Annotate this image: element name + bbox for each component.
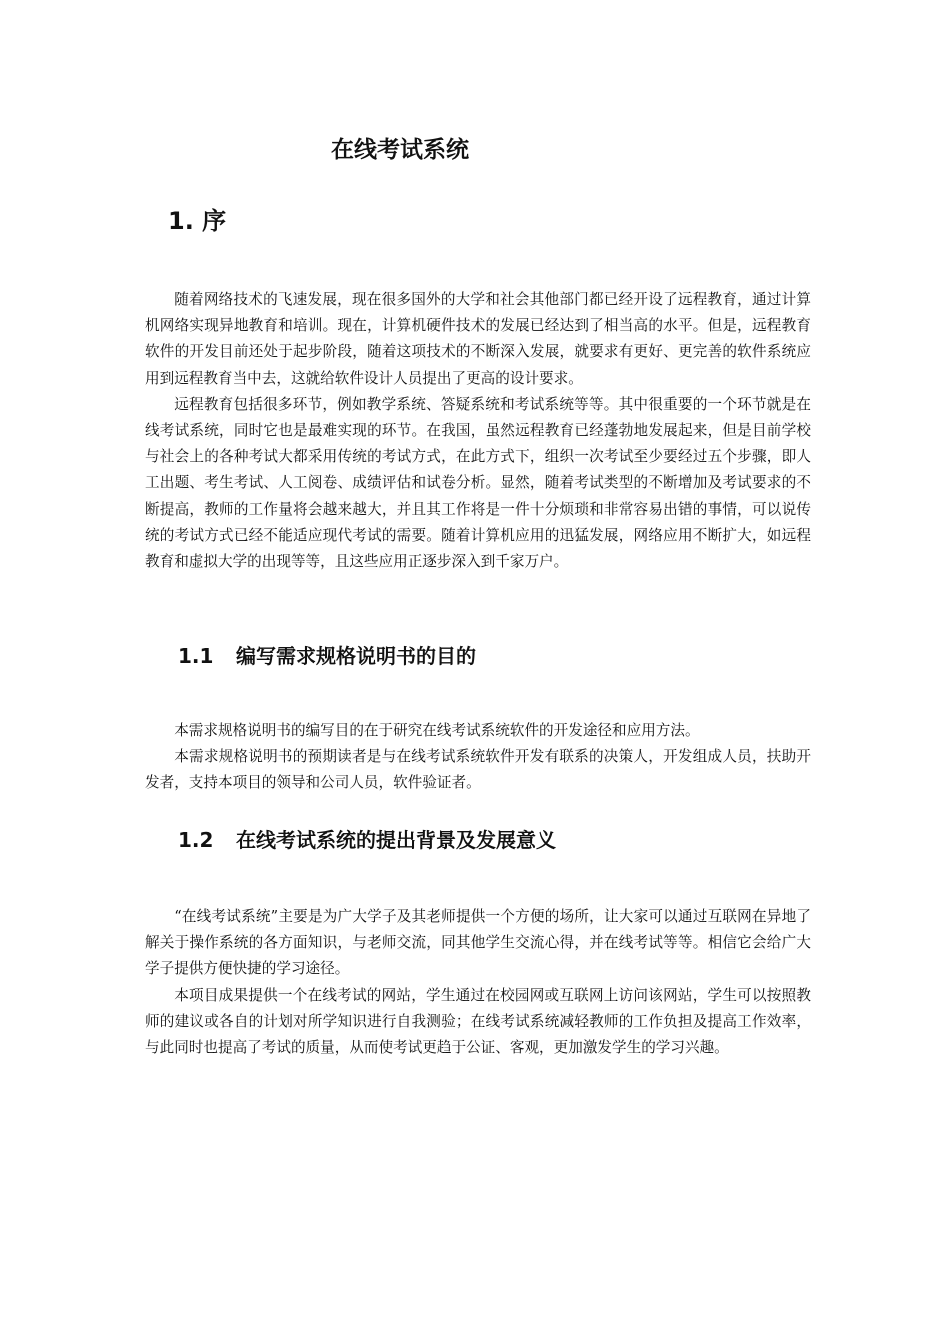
heading-preface: 1. 序	[168, 207, 227, 235]
document-title: 在线考试系统	[331, 137, 469, 163]
section-1-1-paragraph-2: 本需求规格说明书的预期读者是与在线考试系统软件开发有联系的决策人，开发组成人员，扶助开发者，支持本项目的领导和公司人员，软件验证者。	[145, 748, 811, 792]
section-1-2-body	[145, 904, 811, 1061]
intro-paragraph-2: 远程教育包括很多环节，例如教学系统、答疑系统和考试系统等等。其中很重要的一个环节就是在线考试系统，同时它也是最难实现的环节。在我国，虽然远程教育已经蓬勃地发展起来，但是目前学校与社会上的各种考试大都采用传统的考试方式，在此方式下，组织一次考试至少要经过五个步骤，即人工出题、考生考试、人工阅卷、成绩评估和试卷分析。显然，随着考试类型的不断增加及考试要求的不断提高，教师的工作量将会越来越大，并且其工作将是一件十分烦琐和非常容易出错的事情，可以说传统的考试方式已经不能适应现代考试的需要。随着计算机应用的迅猛发展，网络应用不断扩大，如远程教育和虚拟大学的出现等等，且这些应用正逐步深入到千家万户。	[145, 395, 811, 571]
section-1-2-number: 1.2	[178, 828, 214, 852]
section-1-2-paragraph-1: “在线考试系统”主要是为广大学子及其老师提供一个方便的场所，让大家可以通过互联网在异地了解关于操作系统的各方面知识，与老师交流，同其他学生交流心得，并在线考试等等。相信它会给广大学子提供方便快捷的学习途径。	[145, 908, 811, 978]
section-1-1-title: 编写需求规格说明书的目的	[236, 644, 476, 668]
section-1-1-number: 1.1	[178, 644, 214, 668]
heading-section-1-1	[178, 640, 476, 672]
section-1-1-paragraph-1: 本需求规格说明书的编写目的在于研究在线考试系统软件的开发途径和应用方法。	[174, 722, 700, 739]
section-1-2-title: 在线考试系统的提出背景及发展意义	[236, 828, 556, 852]
heading-section-1-2	[178, 824, 556, 856]
intro-section	[145, 287, 811, 575]
section-1-2-paragraph-2: 本项目成果提供一个在线考试的网站，学生通过在校园网或互联网上访问该网站，学生可以按照教师的建议或各自的计划对所学知识进行自我测验；在线考试系统减轻教师的工作负担及提高工作效率，与此同时也提高了考试的质量，从而使考试更趋于公证、客观，更加激发学生的学习兴趣。	[145, 986, 811, 1057]
section-1-1-body	[145, 718, 811, 797]
intro-paragraph-1: 随着网络技术的飞速发展，现在很多国外的大学和社会其他部门都已经开设了远程教育，通过计算机网络实现异地教育和培训。现在，计算机硬件技术的发展已经达到了相当高的水平。但是，远程教育软件的开发目前还处于起步阶段，随着这项技术的不断深入发展，就要求有更好、更完善的软件系统应用到远程教育当中去，这就给软件设计人员提出了更高的设计要求。	[145, 291, 811, 387]
